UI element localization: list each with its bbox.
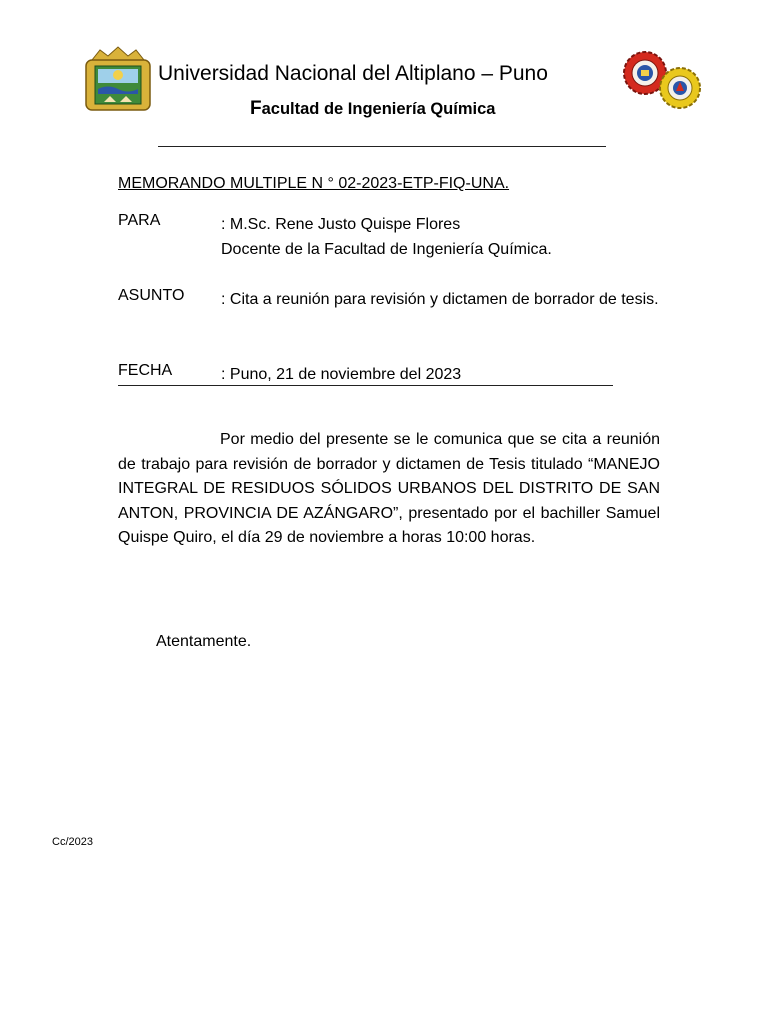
fecha-underline (118, 385, 613, 386)
fecha-value: : Puno, 21 de noviembre del 2023 (221, 366, 462, 383)
faculty-name-initial: F (250, 98, 262, 119)
para-recipient-role: Docente de la Facultad de Ingeniería Química. (221, 241, 552, 258)
header-divider (158, 146, 606, 147)
university-name: Universidad Nacional del Altiplano – Puno (158, 62, 548, 85)
para-label: PARA (118, 212, 161, 229)
university-shield-logo (82, 44, 154, 114)
body-paragraph-text: Por medio del presente se le comunica que se cita a reunión de trabajo para revisión de borrador y dictamen de Tesis titulado “MANEJO INTEGRAL DE RESIDUOS SÓLIDOS URBANOS DEL DISTRITO DE SAN ANTON, PROVINCIA DE AZÁNGARO”, presentado por el bachiller Samuel Quispe Quiro, el día 29 de noviembre a horas 10:00 horas. (118, 431, 660, 547)
body-paragraph (118, 428, 660, 551)
closing: Atentamente. (156, 633, 252, 650)
asunto-label: ASUNTO (118, 287, 185, 304)
asunto-text: : Cita a reunión para revisión y dictamen de borrador de tesis. (221, 291, 659, 308)
chemical-engineering-seal (658, 66, 702, 110)
para-recipient: : M.Sc. Rene Justo Quispe Flores (221, 216, 461, 233)
cc-note: Cc/2023 (52, 836, 93, 848)
faculty-name (250, 98, 495, 120)
fecha-label: FECHA (118, 362, 173, 379)
memo-title: MEMORANDO MULTIPLE N ° 02-2023-ETP-FIQ-UNA. (118, 175, 510, 192)
faculty-name-rest: acultad de Ingeniería Química (261, 100, 496, 118)
